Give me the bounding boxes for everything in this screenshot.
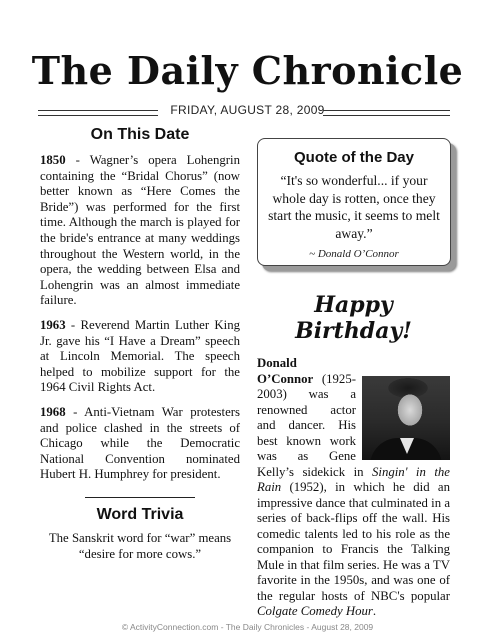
right-column xyxy=(257,138,450,620)
birthday-text-1: was a renowned actor and dancer. His best known work was as Gene Kelly’s sidekick in xyxy=(257,387,372,479)
birthday-years: (1925-2003) xyxy=(257,371,356,401)
masthead-date: FRIDAY, AUGUST 28, 2009 xyxy=(170,103,325,117)
section-divider xyxy=(85,497,195,498)
quote-author: ~ Donald O’Connor xyxy=(309,248,399,260)
birthday-text-2: (1952), in which he did an impressive dance that culminated in a series of back-flips off the wall. His comedic talents led to his role as the companion to Francis the Talking Mule in that film series. He was a TV favorite in the 1950s, and was one of the regular hosts of NBC's popular xyxy=(257,480,450,603)
portrait-photo xyxy=(362,376,450,460)
left-column xyxy=(40,126,240,562)
story-1850 xyxy=(40,153,240,309)
story-1963 xyxy=(40,318,240,396)
footer-copyright: © ActivityConnection.com - The Daily Chronicles - August 28, 2009 xyxy=(121,622,374,632)
on-this-date-heading: On This Date xyxy=(90,126,190,143)
birthday-show: Colgate Comedy Hour xyxy=(257,604,373,618)
masthead-rule-right xyxy=(323,110,450,116)
story-text: - Anti-Vietnam War protesters and police clashed in the streets of Chicago while the Democratic National Convention nominated Hubert H. Humphrey for president. xyxy=(40,404,240,482)
story-text: - Wagner’s opera Lohengrin containing the “Bridal Chorus” (now better known as “Here Comes the Bride”) was performed for the first time. Although the march is played for the bride's entrance at many weddings throughout the Western world, in the opera, the wedding between Elsa and Lohengrin was an almost immediate failure. xyxy=(40,153,240,308)
word-trivia-heading: Word Trivia xyxy=(96,505,184,523)
story-year: 1850 xyxy=(40,153,66,167)
birthday-text-3: . xyxy=(372,604,377,618)
birthday-article xyxy=(257,356,450,620)
birthday-heading: Happy Birthday! xyxy=(295,292,412,344)
story-year: 1963 xyxy=(40,317,66,332)
quote-heading: Quote of the Day xyxy=(293,149,414,166)
birthday-film: Singin' in the Rain xyxy=(257,464,450,494)
word-trivia-text: The Sanskrit word for “war” means “desire for more cows.” xyxy=(48,530,232,561)
quote-text: “It's so wonderful... if your whole day is rotten, once they start the music, it seems to melt away.” xyxy=(268,173,440,241)
masthead-title: The Daily Chronicle xyxy=(31,48,464,93)
story-year: 1968 xyxy=(40,404,66,419)
quote-box xyxy=(257,138,451,266)
story-text: - Reverend Martin Luther King Jr. gave his “I Have a Dream” speech at Lincoln Memorial. The speech helped to mobilize support for the 1964 Civil Rights Act. xyxy=(40,317,240,395)
birthday-name: Donald O’Connor xyxy=(257,356,314,386)
story-1968 xyxy=(40,405,240,483)
